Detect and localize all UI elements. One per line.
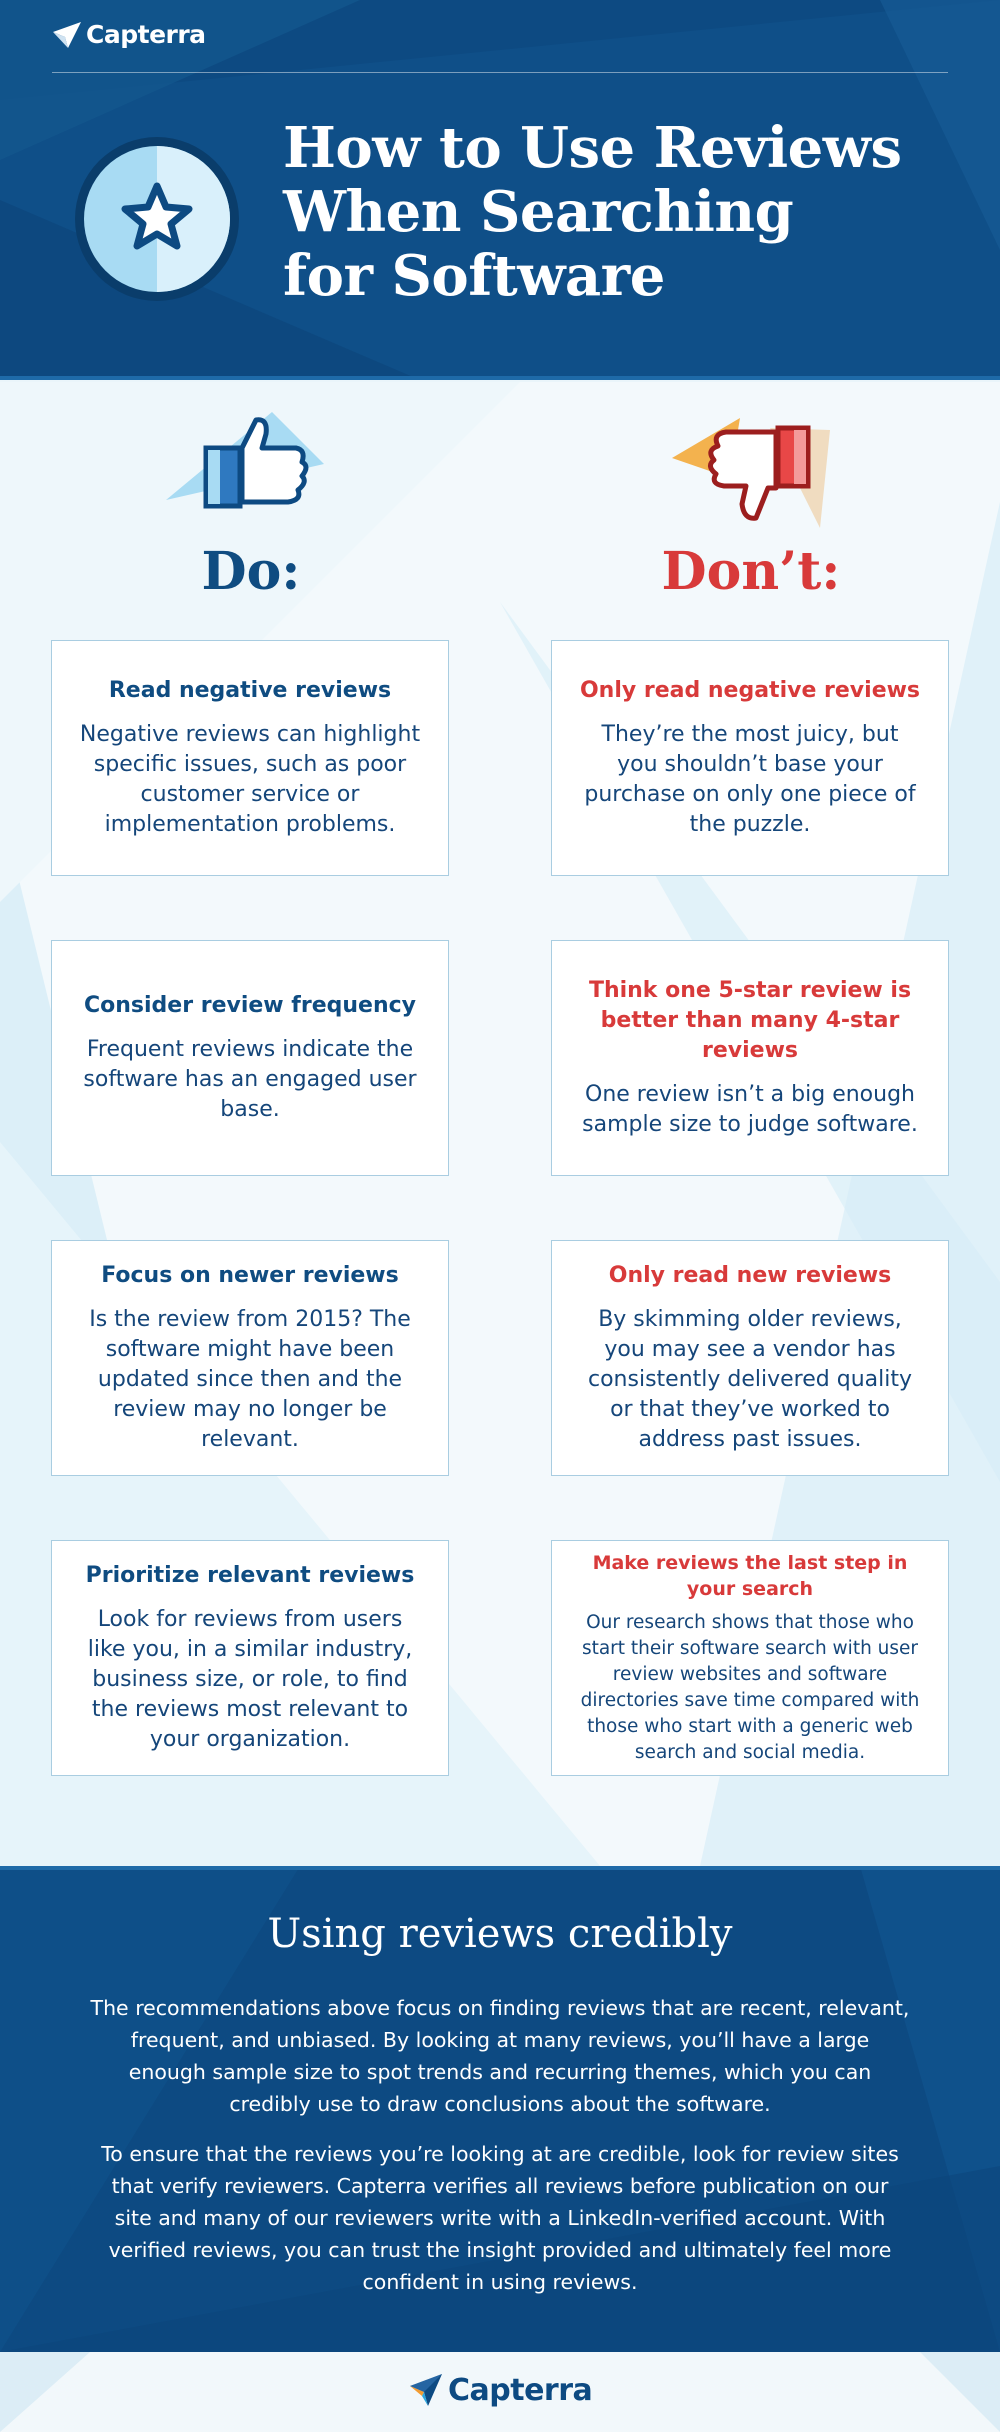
logo-text: Capterra [448,2372,593,2408]
dont-card-body: By skimming older reviews, you may see a vendor has consistently delivered quality or that they’ve worked to address past issues. [588,1307,912,1452]
dont-card-body: Our research shows that those who start their software search with user review websites and software directories save time compared with those who start with a generic web search and social media. [580,1612,920,1763]
thumbs-down-icon [670,418,840,538]
dont-card-3 [551,1240,949,1476]
do-card-1 [51,640,449,876]
do-card-title: Read negative reviews [108,678,392,703]
do-card-body: Is the review from 2015? The software might have been updated since then and the review may no longer be relevant. [89,1307,411,1452]
title-line-2: When Searching [283,179,794,245]
star-icon [72,134,242,304]
do-card-title: Prioritize relevant reviews [85,1563,415,1588]
title-line-3: for Software [283,243,665,309]
header-border [0,376,1000,380]
do-card-body: Frequent reviews indicate the software has an engaged user base. [83,1037,417,1122]
dont-card-body: They’re the most juicy, but you shouldn’t base your purchase on only one piece of the puzzle. [584,722,916,837]
do-card-2 [51,940,449,1176]
capterra-arrow-icon [52,21,82,49]
capterra-logo-footer[interactable] [408,2372,592,2408]
do-heading: Do: [201,541,301,602]
dont-card-title: Think one 5-star review is better than many 4-star reviews [588,978,912,1063]
dont-card-1 [551,640,949,876]
credibly-paragraph-1: The recommendations above focus on finding reviews that are recent, relevant, frequent, and unbiased. By looking at many reviews, you’ll have a large enough sample size to spot trends and recurring themes, which you can credibly use to draw conclusions about the software. [90,1996,910,2116]
footer-section [0,2352,1000,2432]
do-card-body: Negative reviews can highlight specific issues, such as poor customer service or implementation problems. [79,722,421,837]
dont-card-2 [551,940,949,1176]
capterra-arrow-icon [408,2372,444,2408]
do-card-4 [51,1540,449,1776]
credibly-paragraph-2: To ensure that the reviews you’re looking at are credible, look for review sites that verify reviewers. Capterra verifies all reviews before publication on our site and many of our reviewers write with a LinkedIn-verified account. With verified reviews, you can trust the insight provided and ultimately feel more confident in using reviews. [101,2142,899,2294]
dont-card-4 [551,1540,949,1776]
page-title [283,116,963,308]
title-line-1: How to Use Reviews [283,115,902,181]
do-card-3 [51,1240,449,1476]
credibly-section [0,1866,1000,2352]
do-dont-section [0,382,1000,1866]
do-card-body: Look for reviews from users like you, in a similar industry, business size, or role, to find the reviews most relevant to your organization. [87,1607,413,1752]
dont-card-body: One review isn’t a big enough sample size to judge software. [582,1082,918,1137]
credibly-border [0,1866,1000,1870]
dont-card-title: Only read negative reviews [579,678,921,703]
do-card-title: Focus on newer reviews [101,1263,399,1288]
dont-card-title: Only read new reviews [608,1263,892,1288]
thumbs-up-icon [164,408,334,528]
header-section [0,0,1000,380]
capterra-logo[interactable] [52,20,206,49]
dont-heading: Don’t: [661,541,841,602]
credibly-heading: Using reviews credibly [267,1911,733,1957]
do-card-title: Consider review frequency [83,993,416,1018]
header-divider [52,72,948,73]
logo-text: Capterra [86,20,206,49]
dont-card-title: Make reviews the last step in your search [592,1552,908,1600]
